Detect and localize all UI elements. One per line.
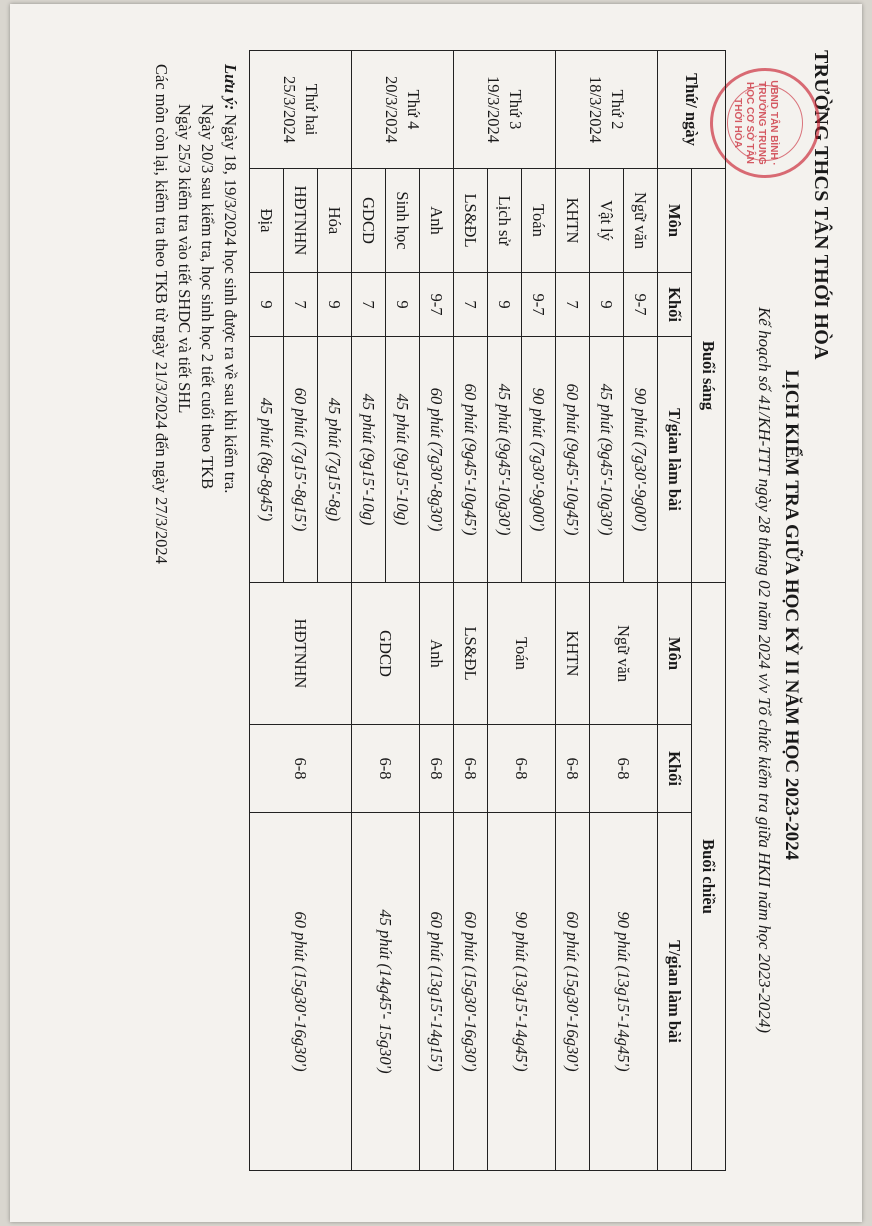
- paper-sheet: [10, 4, 862, 1222]
- morning-grade: 9: [318, 273, 352, 337]
- morning-time: 60 phút (9g45'-10g45'): [556, 337, 590, 583]
- morning-time: 45 phút (9g15'-10g): [386, 337, 420, 583]
- table-row: [420, 51, 454, 1171]
- afternoon-time: 90 phút (13g15'-14g45'): [590, 813, 658, 1171]
- day-weekday: Thứ 3: [506, 89, 526, 130]
- afternoon-time: 60 phút (15g30'-16g30'): [454, 813, 488, 1171]
- morning-grade: 7: [454, 273, 488, 337]
- rotated-document: [34, 20, 854, 1210]
- afternoon-time: 60 phút (15g30'-16g30'): [250, 813, 352, 1171]
- morning-subject: HĐTNHN: [284, 169, 318, 273]
- morning-time: 45 phút (9g45'-10g30'): [590, 337, 624, 583]
- afternoon-grade: 6-8: [250, 725, 352, 813]
- table-row: [318, 51, 352, 1171]
- afternoon-time: 60 phút (13g15'-14g15'): [420, 813, 454, 1171]
- table-row: [454, 51, 488, 1171]
- afternoon-time: 90 phút (13g15'-14g45'): [488, 813, 556, 1171]
- afternoon-grade: 6-8: [454, 725, 488, 813]
- day-date: 18/3/2024: [586, 76, 606, 143]
- afternoon-grade: 6-8: [420, 725, 454, 813]
- note-line: [219, 64, 242, 564]
- notes-label: Lưu ý:: [221, 64, 240, 111]
- table-row: [522, 51, 556, 1171]
- morning-time: 45 phút (9g15'-10g): [352, 337, 386, 583]
- morning-subject: Hóa: [318, 169, 352, 273]
- header-time: T/gian làm bài: [658, 337, 692, 583]
- day-weekday: Thứ 2: [608, 89, 628, 130]
- day-cell: [454, 51, 556, 169]
- morning-grade: 9: [250, 273, 284, 337]
- table-row: [556, 51, 590, 1171]
- note-line: Ngày 20/3 sau kiểm tra, học sinh học 2 tiết cuối theo TKB: [198, 104, 217, 490]
- seal-text: UBND TÂN BÌNH · TRƯỜNG TRUNG HỌC CƠ SỞ TÂN THỚI HÒA: [732, 80, 779, 166]
- morning-time: 60 phút (7g30'-8g30'): [420, 337, 454, 583]
- morning-time: 60 phút (7g15'-8g15'): [284, 337, 318, 583]
- table-row: [624, 51, 658, 1171]
- morning-grade: 7: [352, 273, 386, 337]
- page-title: LỊCH KIỂM TRA GIỮA HỌC KỲ II NĂM HỌC 2023-2024: [781, 369, 802, 861]
- day-date: 19/3/2024: [484, 76, 504, 143]
- morning-subject: Địa: [250, 169, 284, 273]
- afternoon-subject: Toán: [488, 583, 556, 725]
- note-text: Ngày 18, 19/3/2024 học sinh được ra về sau khi kiểm tra.: [221, 114, 240, 494]
- header-subject: Môn: [658, 583, 692, 725]
- notes-section: [150, 64, 242, 564]
- header-afternoon: Buổi chiều: [692, 583, 726, 1171]
- day-weekday: Thứ 4: [404, 89, 424, 130]
- table-header-row-1: [692, 51, 726, 1171]
- day-date: 20/3/2024: [382, 76, 402, 143]
- morning-grade: 9: [590, 273, 624, 337]
- document-header: [724, 20, 854, 1210]
- morning-subject: GDCD: [352, 169, 386, 273]
- note-line: Các môn còn lại, kiểm tra theo TKB từ ngày 21/3/2024 đến ngày 27/3/2024: [152, 64, 171, 564]
- afternoon-subject: GDCD: [352, 583, 420, 725]
- morning-subject: Lịch sử: [488, 169, 522, 273]
- morning-time: 45 phút (8g-8g45'): [250, 337, 284, 583]
- afternoon-subject: KHTN: [556, 583, 590, 725]
- morning-grade: 9-7: [522, 273, 556, 337]
- afternoon-time: 45 phút (14g45'- 15g30'): [352, 813, 420, 1171]
- header-morning: Buổi sáng: [692, 169, 726, 583]
- note-line: Ngày 25/3 kiểm tra vào tiết SHDC và tiết SHL: [175, 104, 194, 414]
- morning-grade: 7: [556, 273, 590, 337]
- morning-subject: Ngữ văn: [624, 169, 658, 273]
- morning-grade: 9-7: [420, 273, 454, 337]
- morning-subject: Sinh học: [386, 169, 420, 273]
- day-date: 25/3/2024: [280, 76, 300, 143]
- header-subject: Môn: [658, 169, 692, 273]
- morning-subject: Vật lý: [590, 169, 624, 273]
- morning-time: 45 phút (7g15'-8g): [318, 337, 352, 583]
- table-header-row-2: [658, 51, 692, 1171]
- morning-subject: LS&ĐL: [454, 169, 488, 273]
- morning-time: 90 phút (7g30'-9g00'): [522, 337, 556, 583]
- morning-subject: Anh: [420, 169, 454, 273]
- morning-time: 90 phút (7g30'-9g00'): [624, 337, 658, 583]
- afternoon-subject: Ngữ văn: [590, 583, 658, 725]
- morning-time: 60 phút (9g45'-10g45'): [454, 337, 488, 583]
- afternoon-subject: LS&ĐL: [454, 583, 488, 725]
- header-day: Thứ/ ngày: [658, 51, 726, 169]
- day-cell: [352, 51, 454, 169]
- day-weekday: Thứ hai: [302, 83, 322, 136]
- afternoon-grade: 6-8: [488, 725, 556, 813]
- day-cell: [250, 51, 352, 169]
- morning-time: 45 phút (9g45'-10g30'): [488, 337, 522, 583]
- afternoon-time: 60 phút (15g30'-16g30'): [556, 813, 590, 1171]
- morning-grade: 9-7: [624, 273, 658, 337]
- afternoon-subject: Anh: [420, 583, 454, 725]
- table-row: [386, 51, 420, 1171]
- header-grade: Khối: [658, 273, 692, 337]
- header-time: T/gian làm bài: [658, 813, 692, 1171]
- day-cell: [556, 51, 658, 169]
- exam-schedule-table: [249, 50, 726, 1171]
- morning-subject: KHTN: [556, 169, 590, 273]
- afternoon-subject: HĐTNHN: [250, 583, 352, 725]
- morning-grade: 7: [284, 273, 318, 337]
- afternoon-grade: 6-8: [556, 725, 590, 813]
- page-subtitle: Kế hoạch số 41/KH-TTT ngày 28 tháng 02 năm 2024 v/v Tổ chức kiểm tra giữa HKII năm học 2023-2024): [755, 306, 774, 1034]
- morning-grade: 9: [488, 273, 522, 337]
- school-name: TRƯỜNG THCS TÂN THỚI HÒA: [810, 50, 832, 360]
- header-grade: Khối: [658, 725, 692, 813]
- afternoon-grade: 6-8: [590, 725, 658, 813]
- morning-grade: 9: [386, 273, 420, 337]
- afternoon-grade: 6-8: [352, 725, 420, 813]
- morning-subject: Toán: [522, 169, 556, 273]
